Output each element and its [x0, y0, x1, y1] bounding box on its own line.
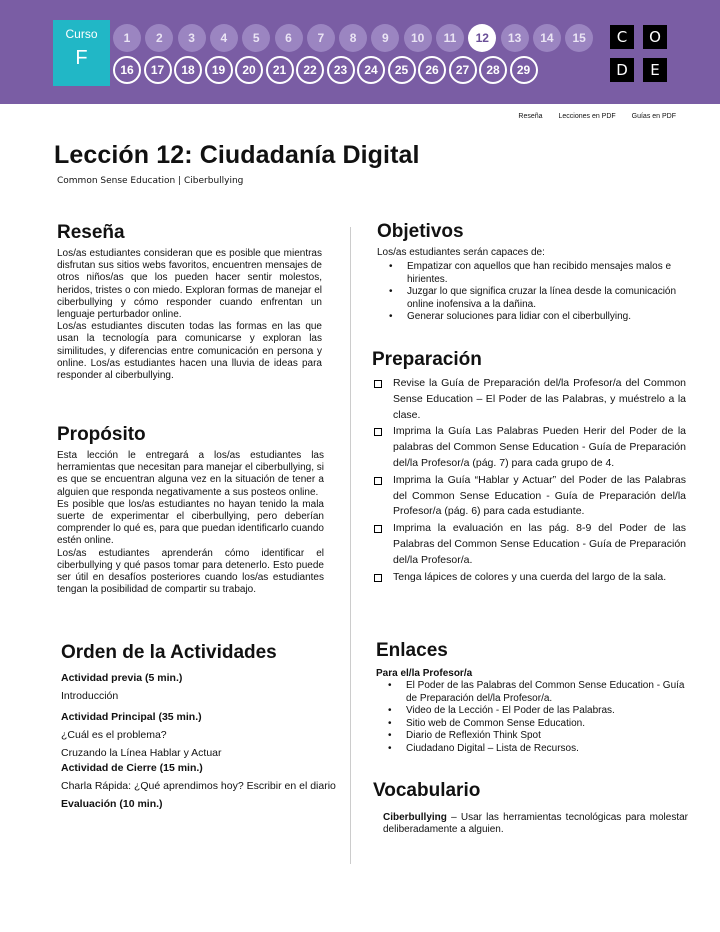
- objetivos-intro: Los/as estudiantes serán capaces de:: [377, 247, 545, 258]
- objetivos-list: [377, 261, 680, 324]
- section-proposito: [57, 424, 324, 596]
- section-objetivos: [377, 221, 680, 324]
- section-preparacion: [372, 349, 686, 586]
- checkbox[interactable]: [374, 477, 382, 485]
- paragraph: Los/as estudiantes discuten todas las formas en las que usan la tecnología para comunicarse y exploran las similitudes, y diferencias entre comunicación en persona y online. Los/as estudiantes hacen una lluvia de ideas para responder al ciberbullying.: [57, 321, 322, 382]
- checkbox[interactable]: [374, 574, 382, 582]
- paragraph: Los/as estudiantes consideran que es posible que mientras disfrutan sus sitios webs favoritos, encuentren mensajes de otros niños/as que los pueden hacer sentir molestos, heridos, tristes o con miedo. Exploran formas de manejar el ciberbullying y cómo responder cuando enfrentan un lenguaje perturbador online.: [57, 248, 322, 321]
- paragraph: Esta lección le entregará a los/as estudiantes las herramientas que necesitan para manejar el ciberbullying, si es que se encuentran alguna vez en la situación de tener a alguien que responda negativamente a sus posteos online.: [57, 450, 324, 498]
- vocab-entry: [373, 812, 688, 836]
- lesson-link-22[interactable]: 22: [296, 56, 324, 84]
- lesson-link-19[interactable]: 19: [205, 56, 233, 84]
- lesson-link-1[interactable]: 1: [113, 24, 141, 52]
- section-heading: Orden de la Actividades: [61, 642, 277, 663]
- logo-letter: O: [643, 25, 667, 49]
- lesson-link-24[interactable]: 24: [357, 56, 385, 84]
- lesson-link-28[interactable]: 28: [479, 56, 507, 84]
- section-heading: Vocabulario: [373, 780, 481, 801]
- preparacion-checklist: [372, 376, 686, 585]
- section-orden: [61, 642, 336, 816]
- lesson-link-12[interactable]: 12: [468, 24, 496, 52]
- activity-item: ¿Cuál es el problema?: [61, 729, 167, 741]
- section-heading: Enlaces: [376, 640, 448, 661]
- lesson-link-26[interactable]: 26: [418, 56, 446, 84]
- section-heading: Propósito: [57, 424, 146, 445]
- checkbox[interactable]: [374, 380, 382, 388]
- lesson-link-20[interactable]: 20: [235, 56, 263, 84]
- activity-item: Actividad previa (5 min.): [61, 672, 183, 684]
- course-badge[interactable]: [53, 20, 110, 86]
- list-item: • Empatizar con aquellos que han recibido mensajes malos e hirientes.: [377, 261, 680, 286]
- lesson-link-23[interactable]: 23: [327, 56, 355, 84]
- lesson-link-27[interactable]: 27: [449, 56, 477, 84]
- checklist-item: Imprima la Guía Las Palabras Pueden Herir del Poder de la palabras del Common Sense Education - Guía de Preparación del/la Profesor/a (pág. 7) para cada grupo de 4.: [372, 424, 686, 471]
- enlaces-list: [376, 680, 688, 755]
- page-title: Lección 12: Ciudadanía Digital: [54, 141, 420, 169]
- section-heading: Objetivos: [377, 221, 464, 242]
- lesson-link-25[interactable]: 25: [388, 56, 416, 84]
- checklist-item: Tenga lápices de colores y una cuerda del largo de la sala.: [372, 570, 686, 586]
- lesson-link-16[interactable]: 16: [113, 56, 141, 84]
- activity-list: [61, 672, 336, 811]
- section-heading: Preparación: [372, 349, 482, 370]
- column-divider: [350, 227, 351, 864]
- lesson-link-13[interactable]: 13: [501, 24, 529, 52]
- checklist-item: Imprima la evaluación en las pág. 8-9 del Poder de las Palabras del Common Sense Education - Guía de Preparación del/la Profesor/a.: [372, 521, 686, 568]
- checklist-item: Revise la Guía de Preparación del/la Profesor/a del Common Sense Education – El Poder de las Palabras, y muéstrelo a la clase.: [372, 376, 686, 423]
- lesson-link-29[interactable]: 29: [510, 56, 538, 84]
- checkbox[interactable]: [374, 428, 382, 436]
- link-item[interactable]: • Diario de Reflexión Think Spot: [376, 730, 688, 743]
- section-enlaces: [376, 640, 688, 755]
- logo-letter: D: [610, 58, 634, 82]
- lesson-link-17[interactable]: 17: [144, 56, 172, 84]
- paragraph: Los/as estudiantes aprenderán cómo identificar el ciberbullying y qué pasos tomar para detenerlo. Esto puede ser útil en desafíos posteriores cuando los/as estudiantes tengan la posibilidad de compartir su trabajo.: [57, 547, 324, 596]
- enlaces-subheading: Para el/la Profesor/a: [376, 668, 473, 679]
- list-item: • Juzgar lo que significa cruzar la línea desde la comunicación online inofensiva a la dañina.: [377, 286, 680, 311]
- lesson-link-3[interactable]: 3: [178, 24, 206, 52]
- lesson-link-7[interactable]: 7: [307, 24, 335, 52]
- page-subtitle: Common Sense Education | Ciberbullying: [57, 176, 244, 186]
- checklist-item: Imprima la Guía “Hablar y Actuar” del Poder de las Palabras del Common Sense Education - Guía de Preparación del/la Profesor/a (pág. 6) para cada estudiante.: [372, 473, 686, 520]
- vocab-term: Ciberbullying: [383, 812, 447, 823]
- lesson-link-11[interactable]: 11: [436, 24, 464, 52]
- link-item[interactable]: • Sitio web de Common Sense Education.: [376, 718, 688, 731]
- section-resena: [57, 222, 322, 382]
- activity-item: Evaluación (10 min.): [61, 798, 163, 810]
- link-guias-pdf[interactable]: Guías en PDF: [631, 113, 676, 120]
- lesson-link-2[interactable]: 2: [145, 24, 173, 52]
- lesson-link-4[interactable]: 4: [210, 24, 238, 52]
- paragraph: Es posible que los/as estudiantes no hayan tenido la mala suerte de experimentar el ciberbullying, pero deberían comprender lo qué es, para que puedan identificarlo cuando estén online.: [57, 498, 324, 547]
- activity-item: Actividad Principal (35 min.): [61, 711, 202, 723]
- list-item: • Generar soluciones para lidiar con el ciberbullying.: [377, 311, 680, 324]
- top-links: [504, 113, 676, 120]
- course-letter: F: [75, 47, 88, 69]
- checkbox[interactable]: [374, 525, 382, 533]
- lesson-link-6[interactable]: 6: [275, 24, 303, 52]
- lesson-link-10[interactable]: 10: [404, 24, 432, 52]
- link-item[interactable]: • Ciudadano Digital – Lista de Recursos.: [376, 743, 688, 756]
- logo-letter: E: [643, 58, 667, 82]
- lesson-link-15[interactable]: 15: [565, 24, 593, 52]
- activity-item: Cruzando la Línea Hablar y Actuar: [61, 747, 222, 759]
- activity-item: Introducción: [61, 690, 119, 702]
- course-label: Curso: [65, 27, 98, 41]
- lesson-link-5[interactable]: 5: [242, 24, 270, 52]
- lesson-link-21[interactable]: 21: [266, 56, 294, 84]
- link-lecciones-pdf[interactable]: Lecciones en PDF: [558, 113, 616, 120]
- lesson-link-9[interactable]: 9: [371, 24, 399, 52]
- activity-item: Charla Rápida: ¿Qué aprendimos hoy? Escribir en el diario: [61, 780, 336, 792]
- section-heading: Reseña: [57, 222, 125, 243]
- vocab-definition: – Usar las herramientas tecnológicas para molestar deliberadamente a alguien.: [383, 812, 688, 836]
- lesson-link-14[interactable]: 14: [533, 24, 561, 52]
- activity-item: Actividad de Cierre (15 min.): [61, 762, 203, 774]
- lesson-link-18[interactable]: 18: [174, 56, 202, 84]
- section-vocabulario: [373, 780, 688, 836]
- lesson-link-8[interactable]: 8: [339, 24, 367, 52]
- link-resena[interactable]: Reseña: [518, 113, 543, 120]
- lesson-header: [0, 0, 720, 104]
- link-item[interactable]: • El Poder de las Palabras del Common Sense Education - Guía de Preparación del/la Profesor/a.: [376, 680, 688, 705]
- link-item[interactable]: • Video de la Lección - El Poder de las Palabras.: [376, 705, 688, 718]
- logo-letter: C: [610, 25, 634, 49]
